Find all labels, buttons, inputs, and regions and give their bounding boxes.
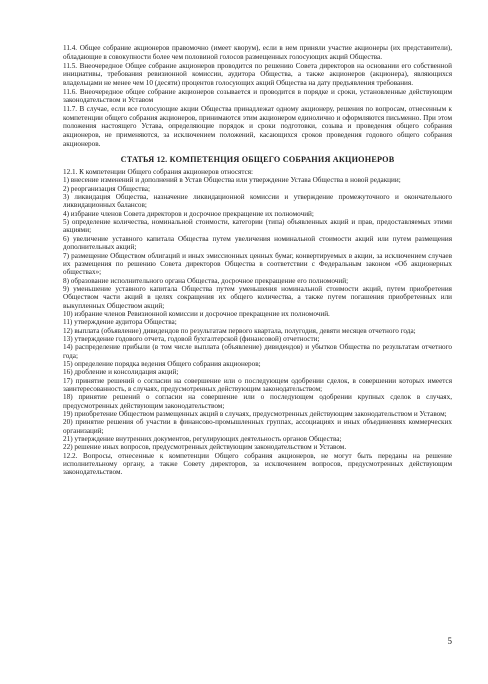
list-item: 14) распределение прибыли (в том числе выплата (объявление) дивидендов) и убытков Общества по результатам отчетного года; [63,343,452,360]
list-item: 4) избрание членов Совета директоров и досрочное прекращение их полномочий; [63,209,314,218]
list-item: 17) принятие решений о согласии на совершение или о последующем одобрении сделок, в совершении которых имеется заинтересованность, в случаях, предусмотренных действующим законодательством; [63,376,452,393]
list-item: 3) ликвидация Общества, назначение ликвидационной комиссии и утверждение промежуточного и окончательного ликвидационных балансов; [63,193,452,210]
list-item: 2) реорганизация Общества; [63,184,150,193]
paragraph-11-7: 11.7. В случае, если все голосующие акции Общества принадлежат одному акционеру, решения по вопросам, отнесенным к компетенции общего собрания акционеров, принимаются этим акционером единолично и оформляются письменно. При этом положения настоящего Устава, определяющие порядок и сроки подготовки, созыва и проведения общего собрания акционеров, не применяются, за исключением положений, касающихся сроков проведения годового общего собрания акционеров. [63,105,452,148]
section-11-continuation [63,44,452,148]
list-item: 21) утверждение внутренних документов, регулирующих деятельность органов Общества; [63,435,342,444]
list-item: 18) принятие решений о согласии на совершение или о последующем одобрении крупных сделок в случаях, предусмотренных действующим законодательством; [63,393,452,410]
list-item: 1) внесение изменений и дополнений в Устав Общества или утверждение Устава Общества в новой редакции; [63,176,401,185]
list-item: 5) определение количества, номинальной стоимости, категории (типа) объявленных акций и прав, предоставляемых этими акциями; [63,218,452,235]
list-item: 6) увеличение уставного капитала Общества путем увеличения номинальной стоимости акций или путем размещения дополнительных акций; [63,234,452,252]
paragraph-11-5: 11.5. Внеочередное Общее собрание акционеров проводится по решению Совета директоров на основании его собственной инициативы, требования ревизионной комиссии, аудитора Общества, а также акционеров (акционера), являющихся владельцами не менее чем 10 (десяти) процентов голосующих акций Общества на дату предъявления требования. [63,61,452,87]
paragraph-11-6: 11.6. Внеочередное общее собрание акционеров созывается и проводится в порядке и сроки, установленные действующим законодательством и Уставом [63,87,452,105]
paragraph-11-4: 11.4. Общее собрание акционеров правомочно (имеет кворум), если в нем приняли участие акционеры (их представители), обладающие в совокупности более чем половиной голосов размещенных голосующих акций Общества. [63,44,452,61]
list-item: 11) утверждение аудитора Общества; [63,318,177,327]
article-12-heading: СТАТЬЯ 12. КОМПЕТЕНЦИЯ ОБЩЕГО СОБРАНИЯ АКЦИОНЕРОВ [120,155,395,165]
page-number: 5 [447,636,452,646]
list-item: 9) уменьшение уставного капитала Общества путем уменьшения номинальной стоимости акций, путем приобретения Обществом части акций в целях сокращения их общего количества, а также путем погашения приобретенных или выкупленных Обществом акций; [63,284,452,310]
clause-12-1-intro: 12.1. К компетенции Общего собрания акционеров относятся: [63,168,254,177]
list-item: 10) избрание членов Ревизионной комиссии и досрочное прекращение их полномочий. [63,309,330,318]
list-item: 19) приобретение Обществом размещенных акций в случаях, предусмотренных действующим законодательством и Уставом; [63,410,447,419]
list-item: 13) утверждение годового отчета, годовой бухгалтерской (финансовой) отчетности; [63,334,320,343]
list-item: 20) принятие решения об участии в финансово-промышленных группах, ассоциациях и иных объединениях коммерческих организаций; [63,418,452,435]
clause-12-2: 12.2. Вопросы, отнесенные к компетенции Общего собрания акционеров, не могут быть переданы на решение исполнительному органу, а также Совету директоров, за исключением вопросов, предусмотренных действующим законодательством. [63,451,452,477]
list-item: 22) решение иных вопросов, предусмотренных действующим законодательством и Уставом. [63,443,347,452]
article-12-list [63,168,452,477]
list-item: 8) образование исполнительного органа Общества, досрочное прекращение его полномочий; [63,276,349,285]
list-item: 16) дробление и консолидация акций; [63,368,179,377]
list-item: 7) размещение Обществом облигаций и иных эмиссионных ценных бумаг, конвертируемых в акции, за исключением случаев их размещения по решению Совета директоров Общества в соответствии с Федеральным законом «Об акционерных обществах»; [63,251,452,277]
list-item: 15) определение порядка ведения Общего собрания акционеров; [63,359,261,368]
list-item: 12) выплата (объявление) дивидендов по результатам первого квартала, полугодия, девяти месяцев отчетного года; [63,326,416,335]
